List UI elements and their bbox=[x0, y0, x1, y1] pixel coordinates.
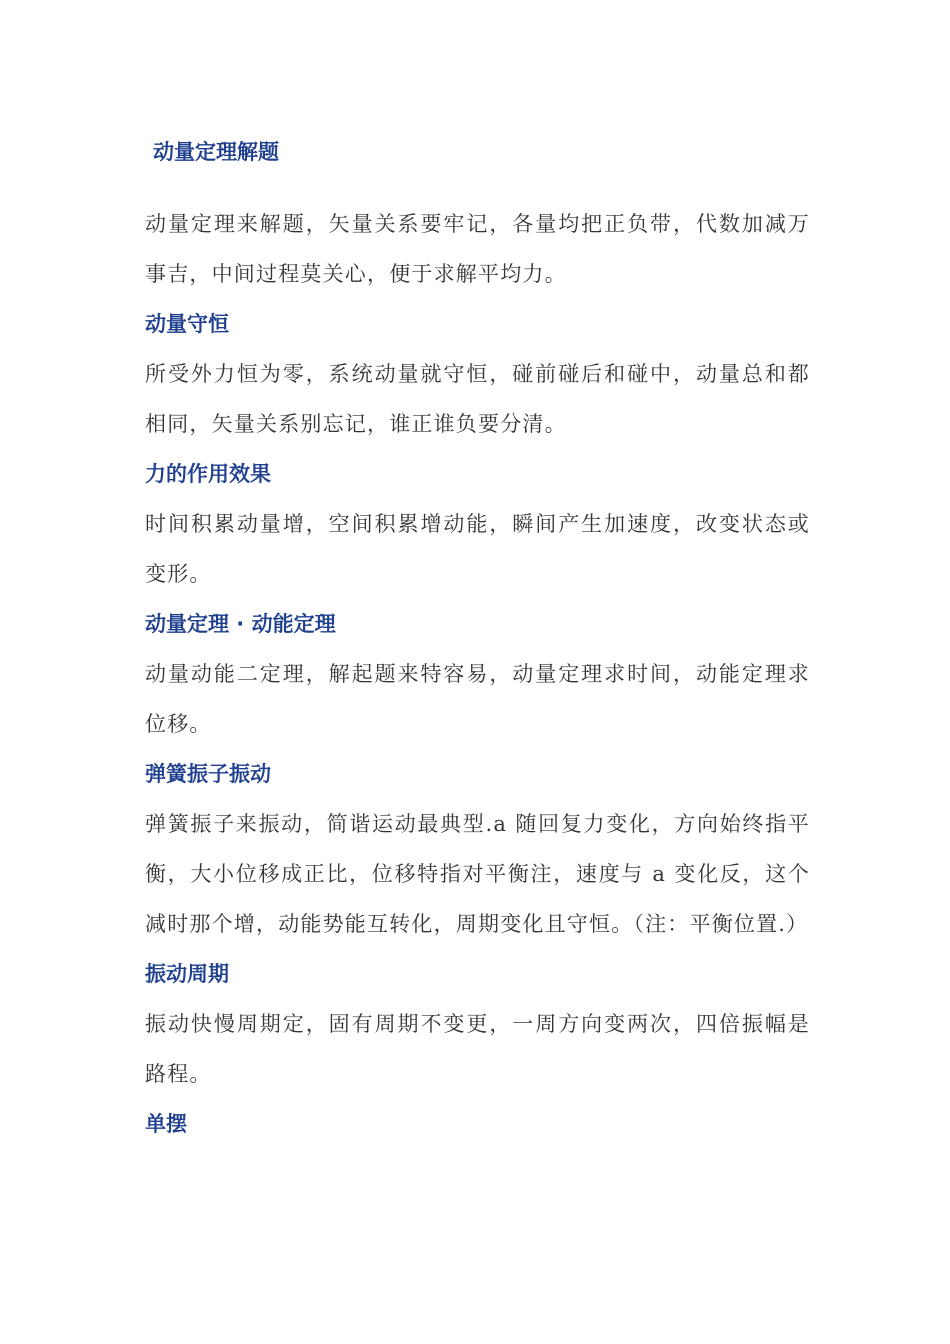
heading-force-effects: 力的作用效果 bbox=[145, 462, 271, 486]
heading-momentum-conservation: 动量守恒 bbox=[145, 312, 229, 336]
heading-momentum-kinetic-theorems: 动量定理 · 动能定理 bbox=[145, 612, 336, 636]
paragraph-momentum-conservation: 所受外力恒为零，系统动量就守恒，碰前碰后和碰中，动量总和都相同，矢量关系别忘记，谁正谁负要分清。 bbox=[145, 362, 810, 436]
document-title: 动量定理解题 bbox=[153, 140, 279, 164]
document-content bbox=[145, 132, 810, 1149]
paragraph-force-effects: 时间积累动量增，空间积累增动能，瞬间产生加速度，改变状态或变形。 bbox=[145, 512, 810, 586]
heading-spring-oscillator: 弹簧振子振动 bbox=[145, 762, 271, 786]
heading-simple-pendulum: 单摆 bbox=[145, 1112, 187, 1136]
paragraph-momentum-theorem: 动量定理来解题，矢量关系要牢记，各量均把正负带，代数加减万事吉，中间过程莫关心，便于求解平均力。 bbox=[145, 212, 810, 286]
paragraph-spring-oscillator: 弹簧振子来振动，简谐运动最典型.a 随回复力变化，方向始终指平衡，大小位移成正比，位移特指对平衡注，速度与 a 变化反，这个减时那个增，动能势能互转化，周期变化且守恒。（注：平衡位置.） bbox=[145, 812, 810, 936]
paragraph-momentum-kinetic-theorems: 动量动能二定理，解起题来特容易，动量定理求时间，动能定理求位移。 bbox=[145, 662, 810, 736]
paragraph-vibration-period: 振动快慢周期定，固有周期不变更，一周方向变两次，四倍振幅是路程。 bbox=[145, 1012, 810, 1086]
heading-vibration-period: 振动周期 bbox=[145, 962, 229, 986]
title-spacer bbox=[145, 172, 810, 199]
